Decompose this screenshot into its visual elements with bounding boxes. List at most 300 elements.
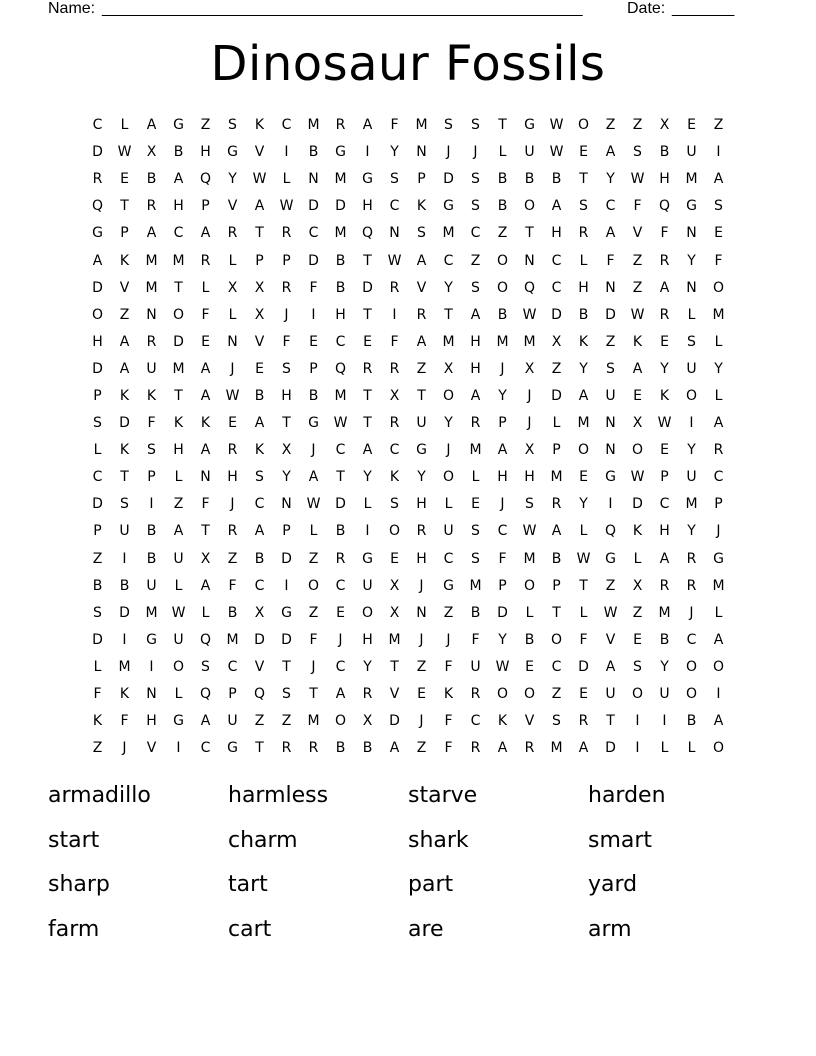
grid-letter: U bbox=[119, 523, 130, 540]
grid-letter: M bbox=[442, 333, 455, 350]
grid-letter: Z bbox=[713, 117, 724, 134]
grid-letter: T bbox=[282, 658, 291, 675]
grid-row bbox=[84, 247, 732, 274]
grid-letter: Z bbox=[443, 604, 454, 621]
grid-letter: Y bbox=[498, 631, 507, 648]
grid-letter: E bbox=[633, 387, 642, 404]
grid-letter: D bbox=[254, 631, 265, 648]
grid-letter: T bbox=[390, 658, 399, 675]
grid-letter: K bbox=[632, 333, 643, 350]
grid-letter: L bbox=[201, 279, 210, 296]
grid-letter: J bbox=[500, 496, 505, 513]
grid-letter: R bbox=[659, 577, 670, 594]
grid-letter: T bbox=[363, 306, 372, 323]
grid-letter: C bbox=[200, 740, 211, 757]
grid-letter: G bbox=[416, 442, 427, 459]
grid-letter: U bbox=[146, 360, 157, 377]
grid-letter: A bbox=[173, 523, 184, 540]
grid-letter: V bbox=[416, 279, 427, 296]
grid-letter: A bbox=[713, 415, 724, 432]
grid-letter: D bbox=[551, 306, 562, 323]
grid-letter: N bbox=[146, 306, 157, 323]
grid-letter: E bbox=[201, 333, 210, 350]
grid-letter: P bbox=[498, 577, 507, 594]
grid-letter: L bbox=[282, 171, 291, 188]
grid-letter: Z bbox=[632, 604, 643, 621]
grid-letter: M bbox=[172, 252, 185, 269]
grid-letter: C bbox=[335, 658, 346, 675]
grid-letter: B bbox=[578, 306, 589, 323]
grid-letter: L bbox=[228, 306, 237, 323]
grid-letter: B bbox=[335, 252, 346, 269]
grid-letter: F bbox=[444, 740, 453, 757]
grid-letter: R bbox=[416, 306, 427, 323]
grid-letter: U bbox=[686, 469, 697, 486]
grid-letter: R bbox=[146, 333, 157, 350]
grid-letter: J bbox=[446, 144, 451, 161]
grid-letter: O bbox=[307, 577, 320, 594]
grid-letter: I bbox=[662, 713, 667, 730]
grid-letter: Q bbox=[658, 198, 671, 215]
grid-letter: C bbox=[227, 658, 238, 675]
grid-letter: R bbox=[146, 198, 157, 215]
grid-letter: O bbox=[496, 686, 509, 703]
grid-row bbox=[84, 600, 732, 627]
grid-letter: A bbox=[308, 469, 319, 486]
grid-letter: M bbox=[577, 415, 590, 432]
grid-letter: T bbox=[363, 252, 372, 269]
grid-letter: E bbox=[309, 333, 318, 350]
grid-letter: H bbox=[92, 333, 103, 350]
grid-letter: S bbox=[255, 469, 264, 486]
name-label: Name: bbox=[48, 0, 96, 17]
grid-letter: O bbox=[496, 252, 509, 269]
grid-letter: M bbox=[145, 252, 158, 269]
grid-letter: Z bbox=[92, 550, 103, 567]
grid-letter: R bbox=[335, 117, 346, 134]
grid-letter: L bbox=[363, 496, 372, 513]
grid-letter: E bbox=[687, 117, 696, 134]
grid-letter: F bbox=[633, 198, 642, 215]
grid-letter: J bbox=[419, 577, 424, 594]
grid-letter: X bbox=[389, 577, 400, 594]
grid-letter: M bbox=[469, 442, 482, 459]
grid-letter: H bbox=[173, 442, 184, 459]
grid-letter: D bbox=[281, 631, 292, 648]
grid-letter: O bbox=[712, 658, 725, 675]
grid-letter: G bbox=[173, 713, 184, 730]
grid-letter: M bbox=[172, 360, 185, 377]
grid-letter: R bbox=[227, 225, 238, 242]
grid-letter: E bbox=[579, 144, 588, 161]
grid-letter: B bbox=[335, 523, 346, 540]
grid-letter: B bbox=[551, 550, 562, 567]
grid-letter: T bbox=[255, 740, 264, 757]
grid-letter: L bbox=[174, 577, 183, 594]
grid-letter: H bbox=[470, 333, 481, 350]
grid-letter: P bbox=[228, 686, 237, 703]
grid-row bbox=[84, 437, 732, 464]
grid-letter: G bbox=[173, 117, 184, 134]
grid-letter: U bbox=[443, 523, 454, 540]
grid-letter: G bbox=[227, 740, 238, 757]
grid-letter: D bbox=[605, 740, 616, 757]
grid-letter: T bbox=[282, 415, 291, 432]
grid-letter: F bbox=[120, 713, 129, 730]
grid-letter: O bbox=[91, 306, 104, 323]
grid-letter: Q bbox=[334, 360, 347, 377]
grid-letter: D bbox=[551, 387, 562, 404]
grid-letter: P bbox=[93, 523, 102, 540]
grid-letter: Z bbox=[632, 252, 643, 269]
grid-letter: N bbox=[605, 279, 616, 296]
grid-letter: V bbox=[605, 631, 616, 648]
grid-letter: F bbox=[228, 577, 237, 594]
grid-letter: I bbox=[689, 415, 694, 432]
grid-letter: K bbox=[119, 686, 130, 703]
grid-letter: K bbox=[416, 198, 427, 215]
grid-letter: W bbox=[657, 415, 672, 432]
grid-letter: D bbox=[308, 252, 319, 269]
grid-letter: G bbox=[443, 198, 454, 215]
grid-letter: W bbox=[333, 415, 348, 432]
grid-letter: X bbox=[254, 279, 265, 296]
grid-letter: A bbox=[146, 117, 157, 134]
grid-letter: X bbox=[389, 387, 400, 404]
grid-letter: M bbox=[550, 469, 563, 486]
grid-letter: V bbox=[389, 686, 400, 703]
grid-letter: L bbox=[579, 523, 588, 540]
grid-letter: I bbox=[284, 577, 289, 594]
grid-letter: T bbox=[606, 713, 615, 730]
grid-letter: X bbox=[254, 306, 265, 323]
grid-letter: E bbox=[255, 360, 264, 377]
grid-letter: J bbox=[122, 740, 127, 757]
grid-letter: C bbox=[551, 658, 562, 675]
grid-letter: T bbox=[417, 387, 426, 404]
grid-letter: U bbox=[605, 387, 616, 404]
grid-letter: Y bbox=[228, 171, 237, 188]
grid-letter: R bbox=[470, 686, 481, 703]
grid-letter: L bbox=[174, 686, 183, 703]
grid-letter: C bbox=[254, 577, 265, 594]
grid-letter: M bbox=[442, 225, 455, 242]
grid-letter: B bbox=[119, 577, 130, 594]
grid-letter: N bbox=[146, 686, 157, 703]
grid-letter: N bbox=[227, 333, 238, 350]
grid-letter: R bbox=[578, 713, 589, 730]
grid-letter: R bbox=[416, 523, 427, 540]
grid-letter: L bbox=[471, 469, 480, 486]
grid-letter: Y bbox=[687, 442, 696, 459]
grid-letter: S bbox=[282, 360, 291, 377]
grid-letter: S bbox=[390, 496, 399, 513]
grid-letter: C bbox=[659, 496, 670, 513]
grid-letter: M bbox=[658, 604, 671, 621]
grid-letter: I bbox=[716, 144, 721, 161]
grid-letter: B bbox=[686, 713, 697, 730]
grid-letter: E bbox=[120, 171, 129, 188]
grid-letter: D bbox=[497, 604, 508, 621]
grid-letter: D bbox=[335, 496, 346, 513]
grid-letter: J bbox=[230, 496, 235, 513]
grid-letter: I bbox=[176, 740, 181, 757]
word-search-grid bbox=[84, 112, 732, 762]
grid-letter: H bbox=[659, 171, 670, 188]
grid-letter: M bbox=[712, 306, 725, 323]
grid-row bbox=[84, 627, 732, 654]
grid-letter: Q bbox=[199, 171, 212, 188]
grid-letter: C bbox=[686, 631, 697, 648]
grid-letter: L bbox=[714, 604, 723, 621]
grid-letter: O bbox=[523, 577, 536, 594]
grid-letter: A bbox=[92, 252, 103, 269]
grid-letter: S bbox=[633, 144, 642, 161]
grid-letter: Y bbox=[444, 415, 453, 432]
grid-letter: R bbox=[686, 550, 697, 567]
grid-letter: B bbox=[308, 144, 319, 161]
grid-letter: B bbox=[659, 631, 670, 648]
grid-letter: D bbox=[92, 360, 103, 377]
grid-letter: Q bbox=[523, 279, 536, 296]
grid-letter: A bbox=[551, 198, 562, 215]
grid-letter: R bbox=[659, 306, 670, 323]
grid-letter: E bbox=[336, 604, 345, 621]
grid-letter: E bbox=[579, 686, 588, 703]
grid-letter: Y bbox=[390, 144, 399, 161]
grid-letter: Z bbox=[605, 577, 616, 594]
grid-letter: V bbox=[632, 225, 643, 242]
grid-letter: H bbox=[146, 713, 157, 730]
grid-letter: D bbox=[362, 279, 373, 296]
grid-letter: B bbox=[362, 740, 373, 757]
grid-letter: A bbox=[254, 523, 265, 540]
grid-letter: K bbox=[173, 415, 184, 432]
grid-letter: N bbox=[389, 225, 400, 242]
grid-letter: L bbox=[120, 117, 129, 134]
grid-letter: O bbox=[388, 523, 401, 540]
grid-letter: I bbox=[284, 144, 289, 161]
grid-letter: A bbox=[497, 740, 508, 757]
grid-letter: I bbox=[311, 306, 316, 323]
grid-letter: Z bbox=[200, 117, 211, 134]
grid-letter: O bbox=[334, 713, 347, 730]
grid-letter: L bbox=[579, 604, 588, 621]
grid-letter: A bbox=[200, 360, 211, 377]
grid-letter: D bbox=[389, 713, 400, 730]
grid-letter: Z bbox=[470, 252, 481, 269]
grid-letter: D bbox=[92, 631, 103, 648]
grid-letter: E bbox=[525, 658, 534, 675]
grid-letter: M bbox=[415, 117, 428, 134]
grid-letter: B bbox=[524, 171, 535, 188]
grid-letter: R bbox=[200, 252, 211, 269]
grid-letter: G bbox=[605, 469, 616, 486]
grid-row bbox=[84, 356, 732, 383]
grid-letter: T bbox=[336, 469, 345, 486]
grid-letter: D bbox=[335, 198, 346, 215]
grid-letter: W bbox=[549, 117, 564, 134]
grid-letter: N bbox=[524, 252, 535, 269]
date-blank-line: _______ bbox=[672, 0, 735, 17]
grid-letter: F bbox=[282, 333, 291, 350]
grid-row bbox=[84, 464, 732, 491]
grid-letter: B bbox=[497, 171, 508, 188]
grid-letter: Y bbox=[660, 360, 669, 377]
grid-letter: L bbox=[552, 415, 561, 432]
grid-letter: M bbox=[712, 577, 725, 594]
grid-letter: T bbox=[120, 198, 129, 215]
grid-letter: Z bbox=[227, 550, 238, 567]
grid-letter: T bbox=[174, 279, 183, 296]
grid-letter: S bbox=[201, 658, 210, 675]
grid-letter: O bbox=[631, 686, 644, 703]
grid-letter: V bbox=[227, 198, 238, 215]
grid-letter: K bbox=[146, 387, 157, 404]
grid-letter: F bbox=[147, 415, 156, 432]
grid-letter: T bbox=[552, 604, 561, 621]
grid-letter: A bbox=[713, 171, 724, 188]
grid-letter: L bbox=[579, 252, 588, 269]
grid-letter: W bbox=[630, 171, 645, 188]
grid-letter: J bbox=[311, 442, 316, 459]
grid-letter: C bbox=[470, 713, 481, 730]
grid-letter: I bbox=[392, 306, 397, 323]
grid-letter: A bbox=[362, 442, 373, 459]
grid-letter: L bbox=[714, 333, 723, 350]
grid-letter: N bbox=[416, 604, 427, 621]
grid-letter: W bbox=[576, 550, 591, 567]
grid-letter: U bbox=[146, 577, 157, 594]
grid-letter: O bbox=[550, 631, 563, 648]
grid-letter: D bbox=[173, 333, 184, 350]
grid-letter: H bbox=[200, 144, 211, 161]
grid-letter: S bbox=[147, 442, 156, 459]
grid-letter: C bbox=[713, 469, 724, 486]
grid-letter: A bbox=[200, 577, 211, 594]
grid-letter: E bbox=[660, 442, 669, 459]
grid-letter: A bbox=[605, 225, 616, 242]
word-bank bbox=[48, 778, 768, 956]
grid-letter: E bbox=[660, 333, 669, 350]
grid-letter: R bbox=[362, 686, 373, 703]
grid-letter: X bbox=[362, 713, 373, 730]
grid-letter: S bbox=[390, 171, 399, 188]
grid-letter: Y bbox=[606, 171, 615, 188]
grid-letter: Y bbox=[417, 469, 426, 486]
grid-letter: M bbox=[334, 387, 347, 404]
grid-letter: K bbox=[119, 252, 130, 269]
grid-letter: D bbox=[443, 171, 454, 188]
grid-letter: B bbox=[470, 604, 481, 621]
grid-letter: B bbox=[335, 740, 346, 757]
grid-letter: P bbox=[714, 496, 723, 513]
grid-letter: D bbox=[605, 306, 616, 323]
grid-letter: A bbox=[335, 686, 346, 703]
grid-letter: A bbox=[200, 713, 211, 730]
grid-letter: L bbox=[525, 604, 534, 621]
grid-letter: D bbox=[119, 604, 130, 621]
word-bank-item: harmless bbox=[228, 783, 329, 808]
grid-letter: L bbox=[309, 523, 318, 540]
grid-letter: P bbox=[147, 469, 156, 486]
grid-letter: U bbox=[362, 577, 373, 594]
grid-row bbox=[84, 735, 732, 762]
grid-letter: A bbox=[389, 740, 400, 757]
grid-letter: M bbox=[523, 550, 536, 567]
grid-letter: P bbox=[93, 387, 102, 404]
grid-letter: C bbox=[443, 550, 454, 567]
grid-letter: O bbox=[496, 279, 509, 296]
grid-letter: N bbox=[686, 279, 697, 296]
grid-letter: X bbox=[389, 604, 400, 621]
grid-letter: H bbox=[416, 550, 427, 567]
grid-letter: E bbox=[417, 686, 426, 703]
grid-letter: L bbox=[687, 740, 696, 757]
grid-letter: U bbox=[686, 144, 697, 161]
grid-letter: A bbox=[416, 333, 427, 350]
grid-letter: M bbox=[685, 171, 698, 188]
grid-letter: G bbox=[335, 144, 346, 161]
grid-letter: O bbox=[172, 306, 185, 323]
grid-letter: A bbox=[200, 225, 211, 242]
word-bank-item: arm bbox=[588, 916, 632, 942]
grid-letter: B bbox=[497, 198, 508, 215]
grid-letter: A bbox=[632, 360, 643, 377]
grid-letter: W bbox=[522, 306, 537, 323]
grid-letter: R bbox=[308, 740, 319, 757]
grid-letter: H bbox=[335, 306, 346, 323]
grid-letter: T bbox=[444, 306, 453, 323]
grid-letter: R bbox=[335, 550, 346, 567]
grid-letter: Z bbox=[551, 686, 562, 703]
grid-letter: B bbox=[335, 279, 346, 296]
grid-letter: M bbox=[307, 117, 320, 134]
word-bank-item: charm bbox=[228, 827, 298, 853]
grid-letter: Z bbox=[632, 279, 643, 296]
grid-letter: B bbox=[146, 523, 157, 540]
grid-letter: Z bbox=[119, 306, 130, 323]
grid-letter: Y bbox=[579, 360, 588, 377]
grid-letter: H bbox=[659, 523, 670, 540]
grid-row bbox=[84, 329, 732, 356]
grid-letter: I bbox=[149, 658, 154, 675]
grid-letter: U bbox=[524, 144, 535, 161]
grid-letter: B bbox=[146, 171, 157, 188]
grid-letter: X bbox=[524, 442, 535, 459]
grid-row bbox=[84, 302, 732, 329]
grid-letter: S bbox=[471, 550, 480, 567]
grid-letter: Q bbox=[253, 686, 266, 703]
grid-letter: F bbox=[444, 713, 453, 730]
grid-letter: K bbox=[389, 469, 400, 486]
grid-letter: J bbox=[419, 713, 424, 730]
grid-letter: A bbox=[173, 171, 184, 188]
grid-letter: O bbox=[577, 117, 590, 134]
grid-letter: M bbox=[523, 333, 536, 350]
grid-letter: V bbox=[146, 740, 157, 757]
grid-letter: P bbox=[417, 171, 426, 188]
grid-letter: F bbox=[309, 279, 318, 296]
grid-letter: J bbox=[716, 523, 721, 540]
grid-letter: O bbox=[523, 686, 536, 703]
grid-letter: M bbox=[145, 604, 158, 621]
grid-letter: R bbox=[713, 442, 724, 459]
grid-letter: W bbox=[630, 306, 645, 323]
grid-letter: Z bbox=[632, 117, 643, 134]
grid-letter: R bbox=[524, 740, 535, 757]
grid-letter: G bbox=[281, 604, 292, 621]
